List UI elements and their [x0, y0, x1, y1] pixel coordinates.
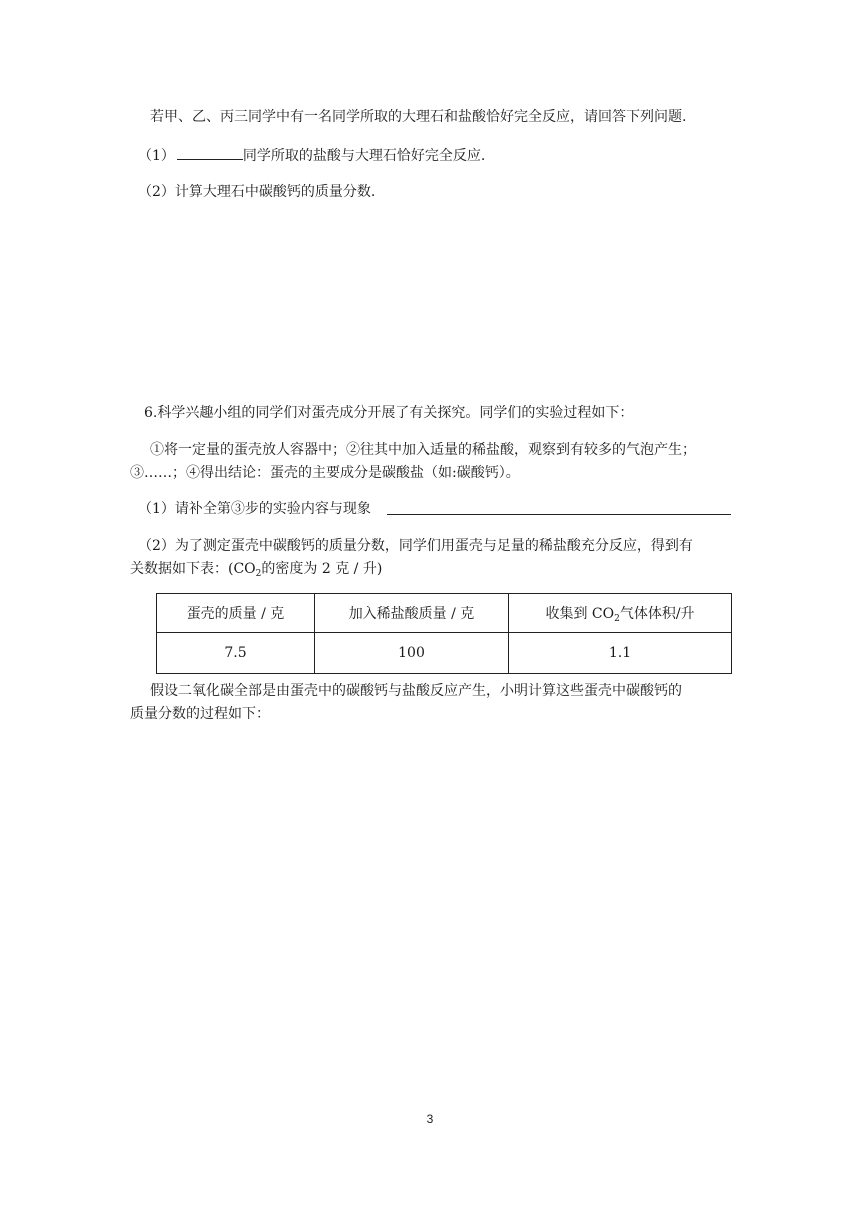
co2-volume-header-pre: 收集到 CO — [545, 605, 615, 622]
eggshell-data-table — [156, 593, 732, 674]
q6-steps-line1: ①将一定量的蛋壳放人容器中；②往其中加入适量的稀盐酸，观察到有较多的气泡产生； — [150, 442, 696, 458]
page-number: 3 — [426, 1112, 434, 1126]
q6-assume-line1: 假设二氧化碳全部是由蛋壳中的碳酸钙与盐酸反应产生，小明计算这些蛋壳中碳酸钙的 — [150, 683, 682, 699]
q6-sub2-line2 — [130, 560, 382, 583]
q6-sub1: （1）请补全第③步的实验内容与现象 — [138, 501, 371, 517]
table-cell-eggshell-mass: 7.5 — [157, 633, 315, 674]
table-header-eggshell-mass: 蛋壳的质量 / 克 — [157, 594, 315, 633]
q5-sub1-text: 同学所取的盐酸与大理石恰好完全反应. — [242, 148, 486, 164]
q6-title: 6.科学兴趣小组的同学们对蛋壳成分开展了有关探究。同学们的实验过程如下： — [144, 405, 634, 421]
q6-sub2-line1: （2）为了测定蛋壳中碳酸钙的质量分数，同学们用蛋壳与足量的稀盐酸充分反应，得到有 — [138, 538, 693, 554]
co2-volume-header-subscript: 2 — [614, 613, 620, 624]
q6-steps-line2: ③……；④得出结论：蛋壳的主要成分是碳酸盐（如:碳酸钙）。 — [130, 465, 520, 481]
q6-sub1-answer-line[interactable] — [387, 514, 731, 515]
q6-assume-line2: 质量分数的过程如下： — [130, 706, 270, 722]
table-header-acid-mass: 加入稀盐酸质量 / 克 — [315, 594, 509, 633]
q5-sub1 — [138, 145, 485, 165]
q6-sub2-line2-pre: 关数据如下表：(CO — [130, 561, 256, 577]
q5-sub1-answer-blank[interactable] — [177, 145, 243, 160]
q5-sub1-number: （1） — [138, 148, 175, 164]
q5-intro: 若甲、乙、丙三同学中有一名同学所取的大理石和盐酸恰好完全反应，请回答下列问题. — [150, 109, 687, 125]
q6-sub2-line2-post: 的密度为 2 克 / 升) — [261, 561, 383, 577]
table-row — [157, 633, 732, 674]
table-cell-acid-mass: 100 — [315, 633, 509, 674]
table-cell-co2-volume: 1.1 — [509, 633, 732, 674]
table-header-co2-volume — [509, 594, 732, 633]
q5-sub2: （2）计算大理石中碳酸钙的质量分数. — [138, 184, 376, 200]
table-header-row — [157, 594, 732, 633]
co2-subscript: 2 — [255, 569, 262, 579]
co2-volume-header-post: 气体体积/升 — [619, 605, 695, 622]
